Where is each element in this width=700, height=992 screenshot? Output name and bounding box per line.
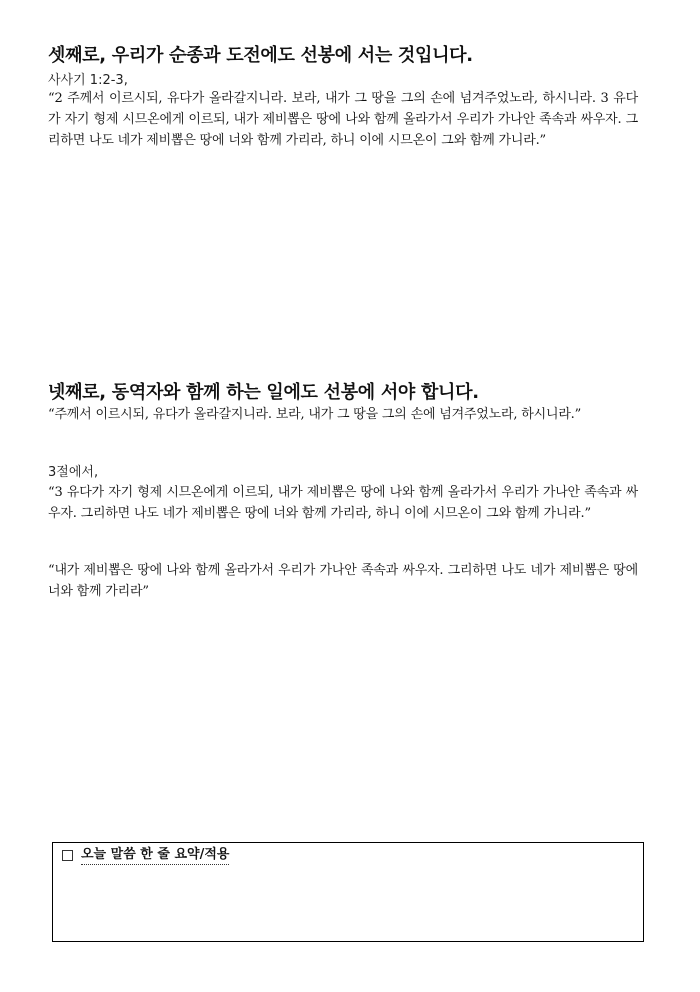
scripture-quote-excerpt: “내가 제비뽑은 땅에 나와 함께 올라가서 우리가 가나안 족속과 싸우자. 그리하면 나도 네가 제비뽑은 땅에 너와 함께 가리라”: [48, 563, 638, 599]
summary-box: [52, 842, 644, 942]
section-heading-fourth: 넷째로, 동역자와 함께 하는 일에도 선봉에 서야 합니다.: [48, 382, 479, 403]
scripture-quote-verse2: “주께서 이르시되, 유다가 올라갈지니라. 보라, 내가 그 땅을 그의 손에 넘겨주었노라, 하시니라.”: [48, 407, 582, 422]
section-heading-third: 셋째로, 우리가 순종과 도전에도 선봉에 서는 것입니다.: [48, 45, 473, 66]
scripture-quote-verse3: “3 유다가 자기 형제 시므온에게 이르되, 내가 제비뽑은 땅에 나와 함께 올라가서 우리가 가나안 족속과 싸우자. 그리하면 나도 네가 제비뽑은 땅에 너와 함께 가리라, 하니 이에 시므온이 그와 함께 가니라.”: [48, 485, 638, 521]
summary-checkbox[interactable]: [62, 850, 73, 861]
summary-row: [62, 846, 229, 865]
scripture-reference: 사사기 1:2-3,: [48, 73, 128, 88]
summary-label: 오늘 말씀 한 줄 요약/적용: [81, 846, 229, 865]
scripture-quote: “2 주께서 이르시되, 유다가 올라갈지니라. 보라, 내가 그 땅을 그의 손에 넘겨주었노라, 하시니라. 3 유다가 자기 형제 시므온에게 이르되, 내가 제비뽑은 땅에 나와 함께 올라가서 우리가 가나안 족속과 싸우자. 그리하면 나도 네가 제비뽑은 땅에 너와 함께 가리라, 하니 이에 시므온이 그와 함께 가니라.”: [48, 91, 638, 148]
verse-reference: 3절에서,: [48, 465, 99, 480]
